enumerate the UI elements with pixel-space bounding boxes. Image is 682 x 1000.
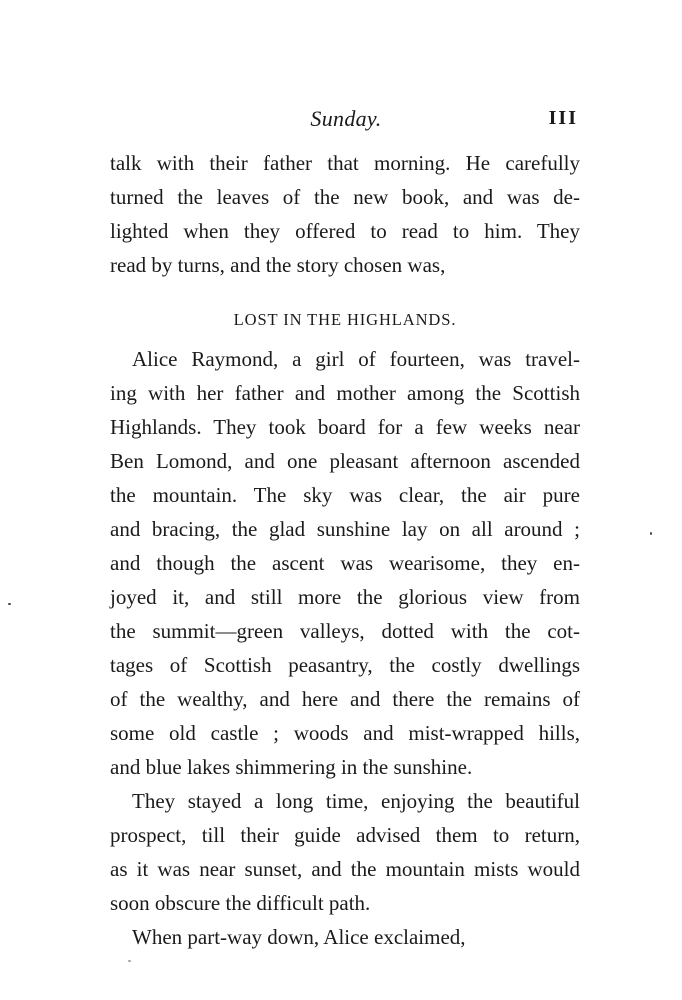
page-number: III xyxy=(548,107,578,129)
text-line: the summit—green valleys, dotted with the cot- xyxy=(110,619,580,643)
text-line: talk with their father that morning. He carefully xyxy=(110,151,580,175)
text-line: some old castle ; woods and mist-wrapped hills, xyxy=(110,721,580,745)
text-line: the mountain. The sky was clear, the air pure xyxy=(110,483,580,507)
text-line: joyed it, and still more the glorious view from xyxy=(110,585,580,609)
text-line: and though the ascent was wearisome, they en- xyxy=(110,551,580,575)
scan-speck xyxy=(128,960,131,962)
text-line: as it was near sunset, and the mountain mists would xyxy=(110,857,580,881)
text-line: and blue lakes shimmering in the sunshine. xyxy=(110,755,473,779)
text-line: Ben Lomond, and one pleasant afternoon ascended xyxy=(110,449,580,473)
text-line: soon obscure the difficult path. xyxy=(110,891,371,915)
text-line: ing with her father and mother among the Scottish xyxy=(110,381,580,405)
running-head xyxy=(110,104,582,136)
text-line: of the wealthy, and here and there the remains of xyxy=(110,687,580,711)
text-line: When part-way down, Alice exclaimed, xyxy=(132,925,466,949)
text-line: lighted when they offered to read to him. They xyxy=(110,219,580,243)
text-line: They stayed a long time, enjoying the beautiful xyxy=(132,789,580,813)
running-title: Sunday. xyxy=(310,106,382,131)
text-line: Alice Raymond, a girl of fourteen, was travel- xyxy=(132,347,580,371)
text-line: tages of Scottish peasantry, the costly dwellings xyxy=(110,653,580,677)
text-line: turned the leaves of the new book, and was de- xyxy=(110,185,580,209)
text-line: prospect, till their guide advised them to return, xyxy=(110,823,580,847)
scan-speck xyxy=(650,532,652,535)
text-line: Highlands. They took board for a few weeks near xyxy=(110,415,580,439)
text-line: and bracing, the glad sunshine lay on all around ; xyxy=(110,517,580,541)
body-text xyxy=(110,146,580,954)
text-line: read by turns, and the story chosen was, xyxy=(110,253,446,277)
story-title: LOST IN THE HIGHLANDS. xyxy=(233,310,457,329)
scan-speck xyxy=(8,603,11,605)
